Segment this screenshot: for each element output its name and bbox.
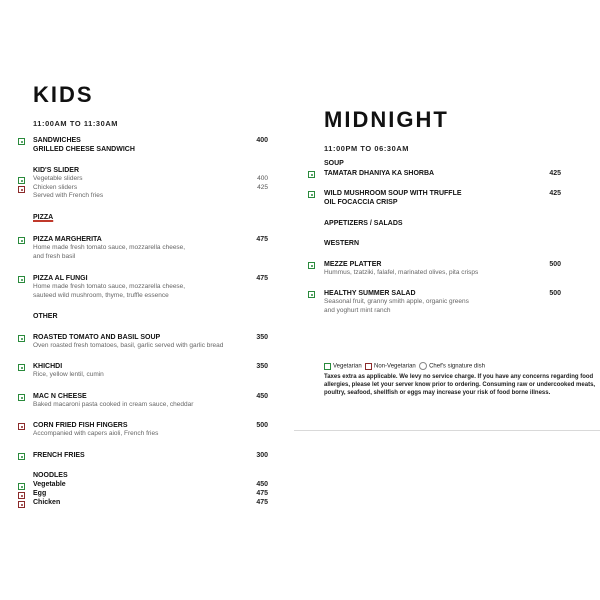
kids-title: KIDS [33, 82, 94, 107]
section-heading-appetizers: APPETIZERS / SALADS [324, 220, 403, 227]
item-name: CORN FRIED FISH FINGERS [33, 422, 128, 429]
non-veg-icon [18, 423, 25, 430]
non-veg-icon [18, 501, 25, 508]
veg-icon [308, 291, 315, 298]
menu-item-sandwich [33, 136, 268, 154]
menu-item-shorba [324, 169, 561, 178]
item-price: 400 [256, 137, 268, 144]
item-name: PIZZA MARGHERITA [33, 236, 102, 243]
item-price: 450 [256, 393, 268, 400]
veg-icon [18, 394, 25, 401]
item-price: 425 [549, 170, 561, 177]
item-description: Seasonal fruit, granny smith apple, organic greens [324, 298, 469, 305]
item-price: 475 [256, 275, 268, 282]
menu-item-mac-n-cheese [33, 392, 268, 410]
item-price: 425 [257, 183, 268, 191]
item-name: ROASTED TOMATO AND BASIL SOUP [33, 334, 161, 341]
veg-icon [308, 191, 315, 198]
item-variant: Chicken sliders [33, 183, 78, 191]
chef-hat-icon [419, 362, 427, 370]
midnight-hours: 11:00PM TO 06:30AM [324, 144, 410, 153]
item-name: MEZZE PLATTER [324, 261, 382, 268]
item-price: 475 [256, 490, 268, 497]
midnight-title: MIDNIGHT [324, 107, 449, 132]
item-price: 350 [256, 334, 268, 341]
item-name: NOODLES [33, 472, 68, 479]
legend-nonveg-label: Non-Vegetarian [374, 363, 416, 370]
item-description: Rice, yellow lentil, cumin [33, 371, 104, 378]
item-variant: Egg [33, 490, 47, 497]
item-price: 500 [256, 422, 268, 429]
item-description: Home made fresh tomato sauce, mozzarella cheese, [33, 244, 186, 251]
item-price: 475 [256, 499, 268, 506]
item-name: KID'S SLIDER [33, 167, 80, 174]
veg-icon [18, 138, 25, 145]
item-description: Accompanied with capers aioli, French fries [33, 430, 159, 437]
midnight-menu-page [294, 0, 600, 431]
veg-icon [308, 262, 315, 269]
item-name: MAC N CHEESE [33, 393, 87, 400]
item-variant: Vegetable sliders [33, 175, 83, 182]
kids-hours: 11:00AM TO 11:30AM [33, 119, 119, 128]
item-description: and yoghurt mint ranch [324, 306, 391, 314]
section-heading-soup: SOUP [324, 160, 344, 167]
item-name: HEALTHY SUMMER SALAD [324, 290, 416, 297]
menu-item-french-fries [33, 451, 268, 460]
menu-item-fish-fingers [33, 421, 268, 439]
item-price: 425 [549, 190, 561, 197]
menu-item-khichdi [33, 362, 268, 380]
item-variant: Chicken [33, 499, 61, 506]
item-name: TAMATAR DHANIYA KA SHORBA [324, 170, 435, 177]
item-name: PIZZA AL FUNGI [33, 275, 88, 282]
item-price: 500 [549, 290, 561, 297]
item-description: Baked macaroni pasta cooked in cream sauce, cheddar [33, 401, 194, 408]
item-name: SANDWICHES [33, 137, 81, 144]
legend-chef-label: Chef's signature dish [429, 363, 485, 370]
section-heading-pizza: PIZZA [33, 214, 54, 221]
item-name: GRILLED CHEESE SANDWICH [33, 146, 135, 153]
veg-icon [18, 483, 25, 490]
disclaimer-note: Taxes extra as applicable. We levy no service charge. If you have any concerns regarding food allergies, please let your server know prior to ordering. Consuming raw or undercooked meats, poultry, seafood, shellfish or eggs may increase your risk of food borne illness. [324, 374, 596, 396]
item-description: Hummus, tzatziki, falafel, marinated olives, pita crisps [324, 269, 479, 276]
menu-item-summer-salad [324, 289, 561, 315]
item-price: 350 [256, 363, 268, 370]
section-heading-other: OTHER [33, 313, 58, 320]
item-name: OIL FOCACCIA CRISP [324, 199, 398, 206]
item-variant: Vegetable [33, 481, 66, 488]
menu-item-mezze-platter [324, 260, 561, 278]
veg-icon [18, 335, 25, 342]
veg-icon [308, 171, 315, 178]
veg-icon [18, 453, 25, 460]
veg-icon [18, 237, 25, 244]
non-veg-icon [18, 492, 25, 499]
kids-menu-page [0, 0, 292, 600]
non-veg-icon [18, 186, 25, 193]
item-price: 475 [256, 236, 268, 243]
item-description: Served with French fries [33, 192, 104, 200]
menu-item-pizza-margherita [33, 235, 268, 261]
diet-legend [324, 362, 485, 370]
item-description: sauteed wild mushroom, thyme, truffle essence [33, 291, 169, 299]
item-price: 300 [256, 452, 268, 459]
item-price: 450 [256, 481, 268, 488]
menu-item-tomato-basil-soup [33, 333, 268, 351]
menu-item-noodles [33, 471, 268, 507]
item-price: 400 [257, 175, 268, 182]
veg-icon [324, 363, 331, 370]
menu-item-pizza-al-fungi [33, 274, 268, 300]
item-price: 500 [549, 261, 561, 268]
item-description: and fresh basil [33, 252, 76, 260]
veg-icon [18, 177, 25, 184]
item-name: WILD MUSHROOM SOUP WITH TRUFFLE [324, 190, 462, 197]
legend-veg-label: Vegetarian [333, 363, 362, 370]
veg-icon [18, 364, 25, 371]
section-heading-western: WESTERN [324, 240, 359, 247]
non-veg-icon [365, 363, 372, 370]
item-description: Home made fresh tomato sauce, mozzarella cheese, [33, 283, 186, 290]
menu-item-mushroom-soup [324, 189, 561, 207]
item-description: Oven roasted fresh tomatoes, basil, garlic served with garlic bread [33, 342, 224, 349]
veg-icon [18, 276, 25, 283]
item-name: KHICHDI [33, 363, 63, 370]
item-name: FRENCH FRIES [33, 452, 85, 459]
menu-item-kids-slider [33, 166, 268, 201]
